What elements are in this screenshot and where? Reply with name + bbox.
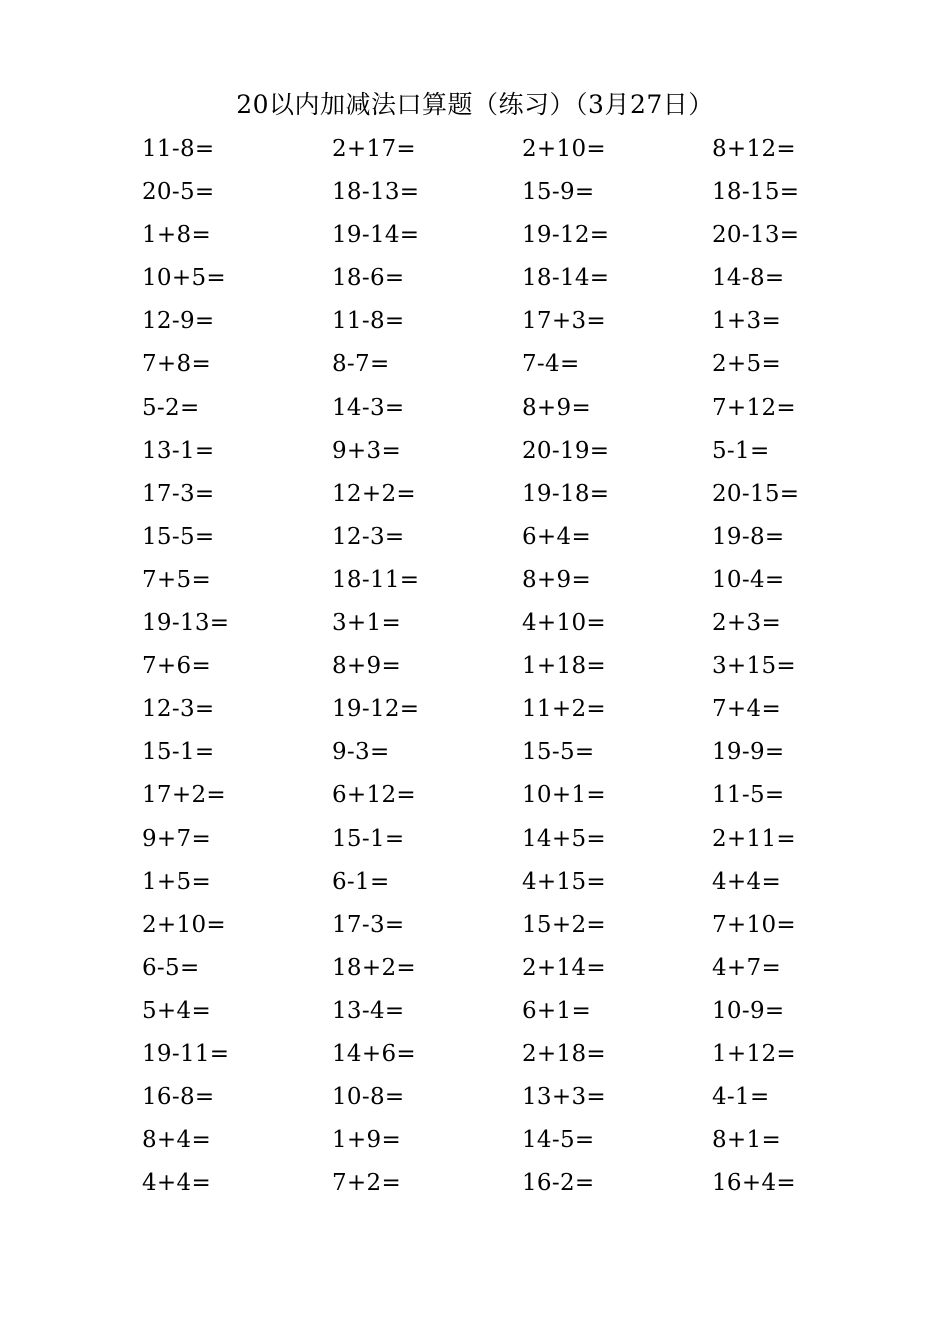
problem-item: 6-1=	[332, 868, 390, 895]
problem-item: 9+3=	[332, 437, 402, 464]
problem-item: 5-2=	[142, 394, 200, 421]
problem-item: 2+14=	[522, 954, 606, 981]
problem-item: 19-18=	[522, 480, 610, 507]
problem-item: 19-11=	[142, 1040, 230, 1067]
problem-item: 5-1=	[712, 437, 770, 464]
problem-item: 10-4=	[712, 566, 785, 593]
problem-item: 19-12=	[522, 222, 610, 249]
problem-item: 4+7=	[712, 954, 782, 981]
problem-item: 14-3=	[332, 394, 405, 421]
problem-item: 6+4=	[522, 523, 592, 550]
problem-item: 6+12=	[332, 782, 416, 809]
problem-item: 4+10=	[522, 610, 606, 637]
problem-item: 10+1=	[522, 782, 606, 809]
problem-item: 14-5=	[522, 1127, 595, 1154]
problem-item: 7+12=	[712, 394, 796, 421]
problem-item: 7+10=	[712, 911, 796, 938]
problem-item: 7+2=	[332, 1170, 402, 1197]
problem-item: 16-2=	[522, 1170, 595, 1197]
problem-item: 1+5=	[142, 868, 212, 895]
problem-item: 15-9=	[522, 179, 595, 206]
problem-item: 3+15=	[712, 653, 796, 680]
problem-item: 7+5=	[142, 566, 212, 593]
problem-item: 20-15=	[712, 480, 800, 507]
problem-item: 11-8=	[332, 308, 405, 335]
problem-item: 9-3=	[332, 739, 390, 766]
problem-item: 20-5=	[142, 179, 215, 206]
problem-item: 20-13=	[712, 222, 800, 249]
problem-item: 18-13=	[332, 179, 420, 206]
problem-item: 16-8=	[142, 1084, 215, 1111]
problem-item: 10-8=	[332, 1084, 405, 1111]
problem-item: 18+2=	[332, 954, 416, 981]
problem-item: 13+3=	[522, 1084, 606, 1111]
problem-item: 6-5=	[142, 954, 200, 981]
problem-item: 1+9=	[332, 1127, 402, 1154]
problem-item: 11+2=	[522, 696, 606, 723]
problem-item: 18-15=	[712, 179, 800, 206]
problem-item: 2+18=	[522, 1040, 606, 1067]
page-title: 20以内加减法口算题（练习）（3月27日）	[236, 90, 714, 119]
problem-item: 2+17=	[332, 136, 416, 162]
problem-item: 19-14=	[332, 222, 420, 249]
problem-item: 18-6=	[332, 265, 405, 292]
problem-item: 2+10=	[522, 136, 606, 162]
problem-item: 9+7=	[142, 825, 212, 852]
problem-item: 15-5=	[142, 523, 215, 550]
problem-item: 15-1=	[142, 739, 215, 766]
problem-item: 15+2=	[522, 911, 606, 938]
problem-item: 13-4=	[332, 997, 405, 1024]
problem-grid	[142, 130, 902, 1207]
problem-item: 4+4=	[142, 1170, 212, 1197]
problem-item: 1+8=	[142, 222, 212, 249]
problem-item: 14+6=	[332, 1040, 416, 1067]
problem-item: 8+12=	[712, 136, 796, 162]
problem-item: 11-5=	[712, 782, 785, 809]
problem-item: 17+2=	[142, 782, 226, 809]
problem-item: 4-1=	[712, 1084, 770, 1111]
problem-item: 6+1=	[522, 997, 592, 1024]
problem-item: 20-19=	[522, 437, 610, 464]
problem-item: 14+5=	[522, 825, 606, 852]
problem-item: 4+15=	[522, 868, 606, 895]
problem-item: 18-11=	[332, 566, 420, 593]
problem-item: 18-14=	[522, 265, 610, 292]
problem-item: 1+3=	[712, 308, 782, 335]
problem-item: 2+5=	[712, 351, 782, 378]
problem-item: 3+1=	[332, 610, 402, 637]
problem-item: 19-9=	[712, 739, 785, 766]
problem-item: 7-4=	[522, 351, 580, 378]
problem-item: 19-8=	[712, 523, 785, 550]
problem-item: 8+1=	[712, 1127, 782, 1154]
problem-item: 2+11=	[712, 825, 796, 852]
problem-item: 19-13=	[142, 610, 230, 637]
problem-item: 10+5=	[142, 265, 226, 292]
problem-item: 8+4=	[142, 1127, 212, 1154]
problem-item: 8+9=	[522, 566, 592, 593]
problem-item: 12-9=	[142, 308, 215, 335]
problem-item: 12+2=	[332, 480, 416, 507]
problem-item: 5+4=	[142, 997, 212, 1024]
problem-item: 17-3=	[142, 480, 215, 507]
problem-item: 1+12=	[712, 1040, 796, 1067]
problem-item: 7+4=	[712, 696, 782, 723]
problem-item: 17+3=	[522, 308, 606, 335]
problem-item: 2+3=	[712, 610, 782, 637]
problem-item: 2+10=	[142, 911, 226, 938]
problem-item: 4+4=	[712, 868, 782, 895]
problem-item: 15-5=	[522, 739, 595, 766]
problem-item: 8+9=	[332, 653, 402, 680]
problem-item: 12-3=	[142, 696, 215, 723]
problem-item: 11-8=	[142, 136, 215, 162]
problem-item: 19-12=	[332, 696, 420, 723]
problem-item: 1+18=	[522, 653, 606, 680]
problem-item: 16+4=	[712, 1170, 796, 1197]
problem-item: 7+8=	[142, 351, 212, 378]
problem-item: 8+9=	[522, 394, 592, 421]
problem-item: 13-1=	[142, 437, 215, 464]
problem-item: 10-9=	[712, 997, 785, 1024]
problem-item: 8-7=	[332, 351, 390, 378]
problem-item: 17-3=	[332, 911, 405, 938]
problem-item: 15-1=	[332, 825, 405, 852]
problem-item: 14-8=	[712, 265, 785, 292]
problem-item: 12-3=	[332, 523, 405, 550]
problem-item: 7+6=	[142, 653, 212, 680]
